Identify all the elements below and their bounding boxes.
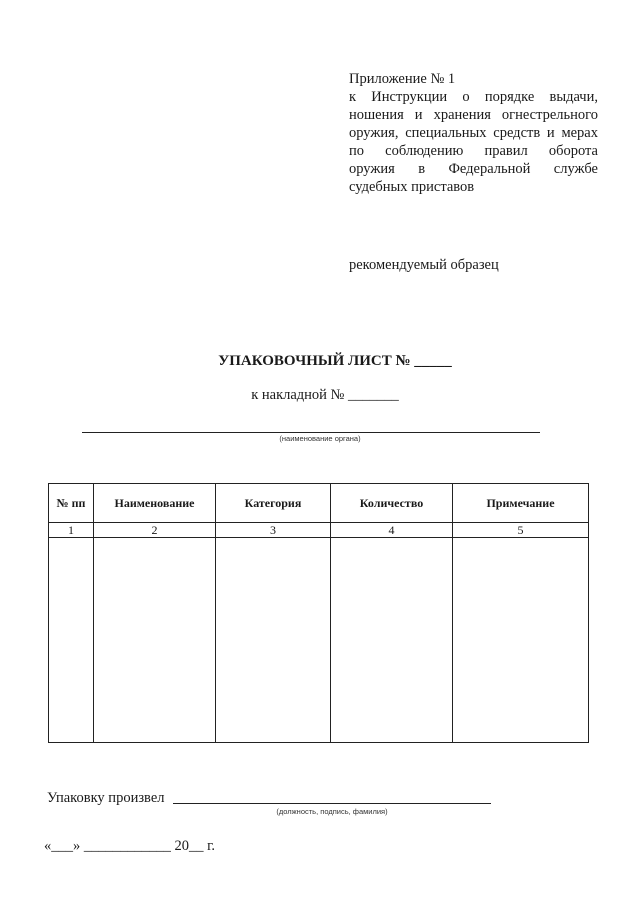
header-name: Наименование — [94, 484, 216, 523]
packed-by-signature-line[interactable] — [173, 803, 491, 804]
header-quantity: Количество — [331, 484, 453, 523]
column-number: 5 — [453, 523, 589, 538]
packed-by-caption: (должность, подпись, фамилия) — [276, 807, 388, 816]
sample-label: рекомендуемый образец — [349, 257, 499, 273]
appendix-text-line: по соблюдению правил оборота — [349, 143, 598, 159]
appendix-text-line: оружия, специальных средств и мерах — [349, 125, 598, 141]
organ-name-caption-text: (наименование органа) — [279, 434, 361, 443]
appendix-title: Приложение № 1 — [349, 71, 456, 87]
packing-table — [48, 483, 589, 743]
column-number: 4 — [331, 523, 453, 538]
appendix-block — [349, 70, 598, 196]
document-title-text: УПАКОВОЧНЫЙ ЛИСТ № _____ — [218, 353, 452, 369]
table-cell[interactable] — [49, 538, 94, 743]
packed-by-label: Упаковку произвел — [47, 790, 165, 806]
date-line: «___» ____________ 20__ г. — [44, 838, 216, 854]
column-number: 3 — [216, 523, 331, 538]
column-number: 1 — [49, 523, 94, 538]
table-number-row — [49, 523, 589, 538]
invoice-reference — [0, 387, 640, 404]
table-header-row — [49, 484, 589, 523]
table-cell[interactable] — [453, 538, 589, 743]
header-category: Категория — [216, 484, 331, 523]
appendix-text-line: судебных приставов — [349, 179, 475, 195]
appendix-text-line: к Инструкции о порядке выдачи, — [349, 89, 598, 105]
header-number: № пп — [49, 484, 94, 523]
table-row — [49, 538, 589, 743]
header-note: Примечание — [453, 484, 589, 523]
document-title — [0, 353, 640, 370]
table-cell[interactable] — [331, 538, 453, 743]
table-cell[interactable] — [216, 538, 331, 743]
organ-name-caption — [0, 434, 640, 443]
appendix-text-line: ношения и хранения огнестрельного — [349, 107, 598, 123]
organ-name-line — [82, 432, 540, 433]
appendix-text-line: оружия в Федеральной службе — [349, 161, 598, 177]
invoice-reference-text: к накладной № _______ — [251, 387, 399, 403]
column-number: 2 — [94, 523, 216, 538]
table-cell[interactable] — [94, 538, 216, 743]
